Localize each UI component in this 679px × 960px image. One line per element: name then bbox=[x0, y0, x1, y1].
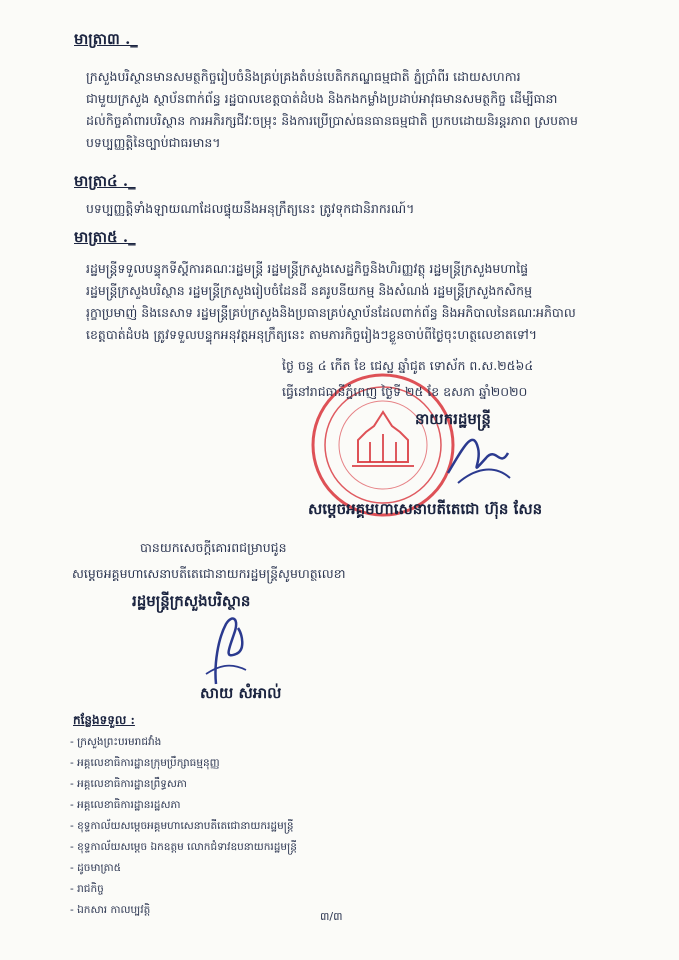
recipients-list bbox=[70, 732, 297, 921]
article-5-text bbox=[86, 258, 634, 346]
signatory-name: សម្តេចអគ្គមហាសេនាបតីតេជោ ហ៊ុន សែន bbox=[308, 500, 543, 518]
minister-signature bbox=[196, 604, 266, 694]
list-item: - ខុទ្ទកាល័យសម្តេច ឯកឧត្តម លោកជំទាវឧបនាយករដ្ឋមន្ត្រី bbox=[70, 837, 297, 858]
article-3-text bbox=[86, 66, 634, 154]
list-item: - ក្រសួងព្រះបរមរាជវាំង bbox=[70, 732, 297, 753]
countersign-line-1: បានយកសេចក្តីគោរពជម្រាបជូន bbox=[140, 540, 287, 555]
countersign-line-2: សម្តេចអគ្គមហាសេនាបតីតេជោនាយករដ្ឋមន្ត្រីសូមហត្ថលេខា bbox=[72, 566, 346, 581]
list-item: - ឯកសារ កាលប្បវត្តិ bbox=[70, 900, 297, 921]
article-3-line: ជាមួយក្រសួង ស្ថាប័នពាក់ព័ន្ធ រដ្ឋបាលខេត្តបាត់ដំបង និងកងកម្លាំងប្រដាប់អាវុធមានសមត្ថកិច្ច ដើម្បីធានា bbox=[86, 91, 558, 106]
list-item: - ដូចមាត្រា៥ bbox=[70, 858, 297, 879]
prime-minister-signature bbox=[438, 418, 518, 498]
article-4-text bbox=[86, 198, 634, 220]
article-3-heading: មាត្រា៣ ._ bbox=[74, 30, 138, 48]
article-4-line: បទប្បញ្ញត្តិទាំងឡាយណាដែលផ្ទុយនឹងអនុក្រឹត្យនេះ ត្រូវទុកជានិរាករណ៍។ bbox=[86, 201, 415, 216]
article-5-heading: មាត្រា៥ ._ bbox=[74, 228, 136, 246]
list-item: - អគ្គលេខាធិការដ្ឋានព្រឹទ្ធសភា bbox=[70, 774, 297, 795]
lunar-date: ថ្ងៃ ចន្ទ ៤ កើត ខែ ជេស្ឋ ឆ្នាំជូត ទោស័ក ព.ស.២៥៦៤ bbox=[282, 358, 534, 373]
list-item: - អគ្គលេខាធិការដ្ឋានក្រុមប្រឹក្សាធម្មនុញ្ញ bbox=[70, 753, 297, 774]
article-3-line: ក្រសួងបរិស្ថានមានសមត្ថកិច្ចរៀបចំនិងគ្រប់គ្រងតំបន់បេតិកភណ្ឌធម្មជាតិ ភ្នំប្រាំពីរ ដោយសហការ bbox=[86, 69, 521, 84]
article-3-line: បទប្បញ្ញត្តិនៃច្បាប់ជាធរមាន។ bbox=[86, 135, 221, 150]
article-5-line: រដ្ឋមន្ត្រីក្រសួងបរិស្ថាន រដ្ឋមន្ត្រីក្រសួងរៀបចំដែនដី នគរូបនីយកម្ម និងសំណង់ រដ្ឋមន្ត្រីក្រសួងកសិកម្ម bbox=[86, 283, 533, 298]
list-item: - រាជកិច្ច bbox=[70, 879, 297, 900]
article-5-line: រដ្ឋមន្ត្រីទទួលបន្ទុកទីស្តីការគណៈរដ្ឋមន្ត្រី រដ្ឋមន្ត្រីក្រសួងសេដ្ឋកិច្ចនិងហិរញ្ញវត្ថុ រដ្ឋមន្ត្រីក្រសួងមហាផ្ទៃ bbox=[86, 261, 529, 276]
article-5-line: ខេត្តបាត់ដំបង ត្រូវទទួលបន្ទុកអនុវត្តអនុក្រឹត្យនេះ តាមភារកិច្ចរៀងៗខ្លួនចាប់ពីថ្ងៃចុះហត្ថលេខាតទៅ។ bbox=[86, 327, 538, 342]
page-number: ៣/៣ bbox=[320, 910, 343, 923]
article-5-line: រុក្ខាប្រមាញ់ និងនេសាទ រដ្ឋមន្ត្រីគ្រប់ក្រសួងនិងប្រធានគ្រប់ស្ថាប័នដែលពាក់ព័ន្ធ និងអភិបាលនៃគណៈអភិបាល bbox=[86, 305, 576, 320]
list-item: - ខុទ្ទកាល័យសម្តេចអគ្គមហាសេនាបតីតេជោនាយករដ្ឋមន្ត្រី bbox=[70, 816, 297, 837]
recipients-title: កន្លែងទទួល : bbox=[73, 713, 135, 727]
article-3-line: ដល់កិច្ចគាំពារបរិស្ថាន ការអភិរក្សជីវៈចម្រុះ និងការប្រើប្រាស់ធនធានធម្មជាតិ ប្រកបដោយនិរន្តរភាព ស្របតាម bbox=[86, 113, 578, 128]
minister-title: រដ្ឋមន្ត្រីក្រសួងបរិស្ថាន bbox=[132, 592, 251, 610]
gregorian-date: ធ្វើនៅរាជធានីភ្នំពេញ ថ្ងៃទី ២៥ ខែ ឧសភា ឆ្នាំ២០២០ bbox=[282, 384, 528, 399]
list-item: - អគ្គលេខាធិការដ្ឋានរដ្ឋសភា bbox=[70, 795, 297, 816]
minister-name: សាយ សំអាល់ bbox=[200, 684, 282, 702]
signatory-title: នាយករដ្ឋមន្ត្រី bbox=[415, 410, 491, 428]
article-4-heading: មាត្រា៤ ._ bbox=[74, 172, 136, 190]
